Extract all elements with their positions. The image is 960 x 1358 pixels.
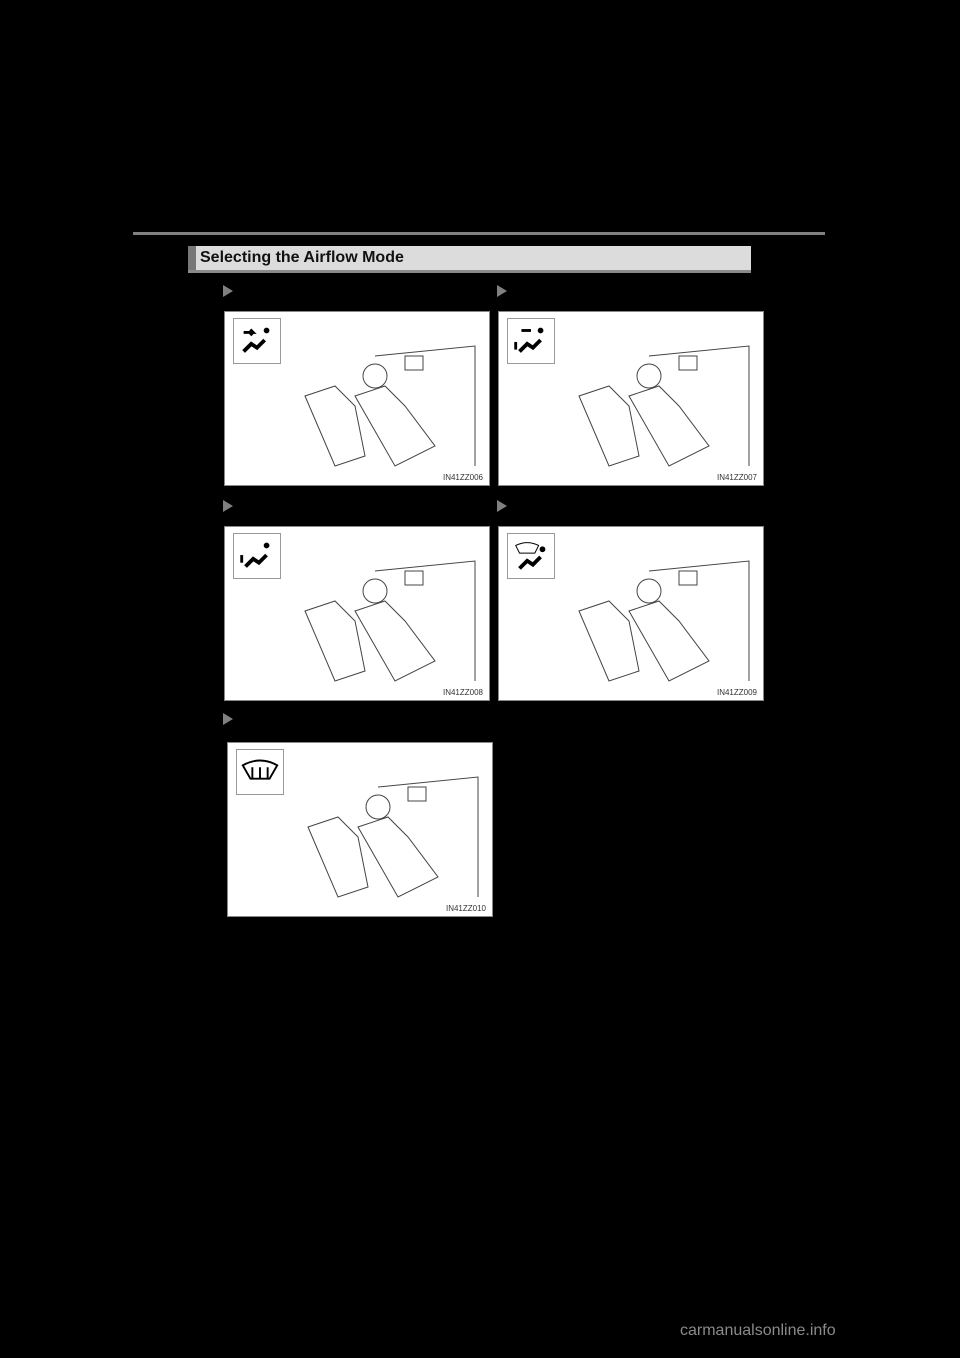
- bullet-marker-icon: [223, 713, 233, 725]
- figure-face-mode: [224, 311, 490, 486]
- section-header: [188, 246, 751, 273]
- cabin-illustration: [285, 336, 485, 476]
- section-title: Selecting the Airflow Mode: [200, 249, 404, 266]
- watermark: carmanualsonline.info: [680, 1322, 836, 1339]
- figure-code: IN41ZZ007: [716, 473, 757, 482]
- figure-code: IN41ZZ009: [716, 688, 757, 697]
- floor-icon: [233, 533, 281, 579]
- bi-level-icon: [507, 318, 555, 364]
- face-vent-icon: [233, 318, 281, 364]
- figure-code: IN41ZZ006: [442, 473, 483, 482]
- figure-code: IN41ZZ010: [445, 904, 486, 913]
- cabin-illustration: [288, 767, 488, 907]
- floor-defrost-icon: [507, 533, 555, 579]
- cabin-illustration: [559, 336, 759, 476]
- cabin-illustration: [559, 551, 759, 691]
- figure-code: IN41ZZ008: [442, 688, 483, 697]
- bullet-marker-icon: [223, 500, 233, 512]
- bullet-marker-icon: [497, 285, 507, 297]
- bullet-marker-icon: [223, 285, 233, 297]
- figure-bilevel-mode: [498, 311, 764, 486]
- top-rule: [133, 232, 825, 235]
- figure-floor-mode: [224, 526, 490, 701]
- cabin-illustration: [285, 551, 485, 691]
- bullet-marker-icon: [497, 500, 507, 512]
- section-header-bar: [188, 246, 196, 270]
- figure-defrost-mode: [227, 742, 493, 917]
- defrost-icon: [236, 749, 284, 795]
- figure-floor-defrost-mode: [498, 526, 764, 701]
